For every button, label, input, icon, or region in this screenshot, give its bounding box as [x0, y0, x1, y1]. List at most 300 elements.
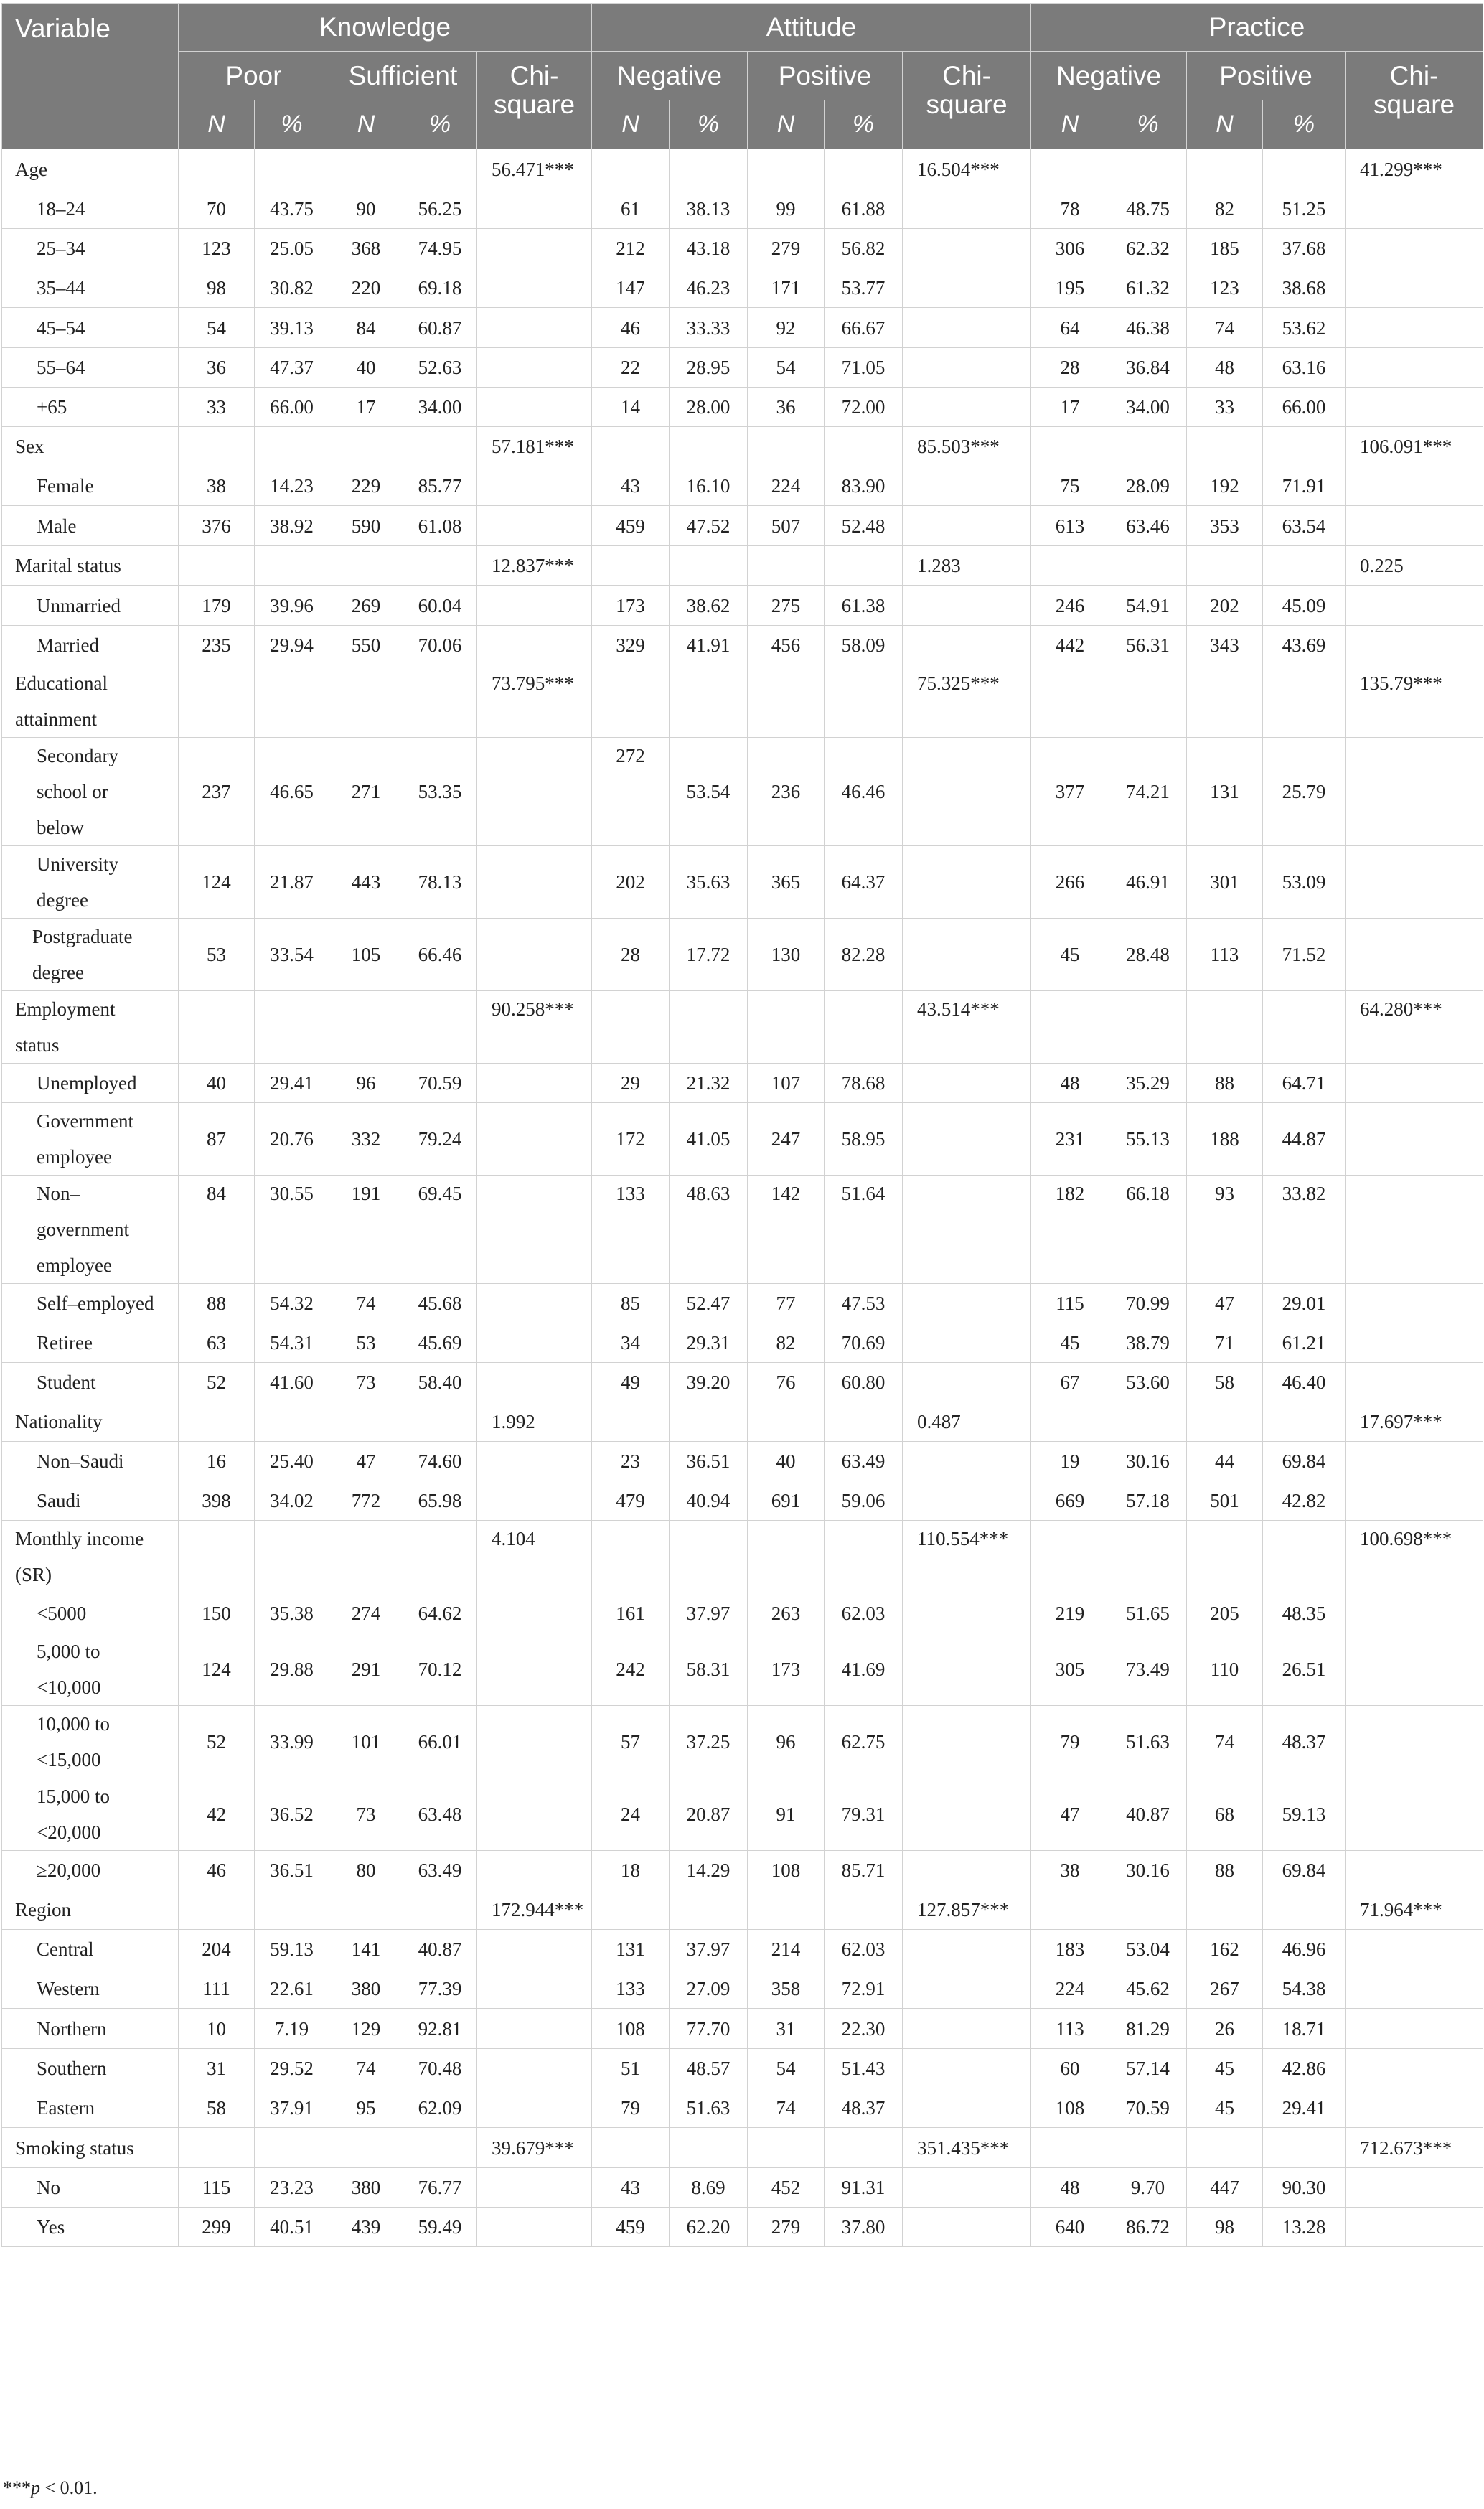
count-cell: 205 — [1187, 1593, 1263, 1633]
empty-cell — [1031, 149, 1109, 189]
percent-cell: 47.53 — [825, 1284, 903, 1323]
empty-cell — [1109, 665, 1187, 738]
count-cell: 54 — [748, 2049, 825, 2088]
count-cell: 353 — [1187, 506, 1263, 546]
count-cell: 247 — [748, 1103, 825, 1176]
empty-cell — [1346, 1778, 1483, 1851]
table-header — [2, 4, 1483, 149]
empty-cell — [748, 2128, 825, 2168]
empty-cell — [1346, 506, 1483, 546]
empty-cell — [1346, 1323, 1483, 1363]
chi-square-value: 135.79*** — [1346, 665, 1483, 738]
empty-cell — [477, 2208, 592, 2247]
empty-cell — [1263, 427, 1346, 466]
percent-cell: 61.08 — [403, 506, 477, 546]
count-cell: 85 — [592, 1284, 670, 1323]
percent-cell: 69.45 — [403, 1176, 477, 1284]
count-cell: 113 — [1187, 919, 1263, 991]
empty-cell — [403, 1521, 477, 1593]
count-cell: 22 — [592, 348, 670, 388]
empty-cell — [903, 1481, 1031, 1521]
empty-cell — [748, 991, 825, 1064]
percent-cell: 61.32 — [1109, 268, 1187, 308]
count-cell: 48 — [1031, 1064, 1109, 1103]
empty-cell — [903, 466, 1031, 506]
count-cell: 47 — [1187, 1284, 1263, 1323]
empty-cell — [1031, 2128, 1109, 2168]
count-cell: 49 — [592, 1363, 670, 1402]
percent-cell: 85.71 — [825, 1851, 903, 1890]
percent-cell: 66.01 — [403, 1706, 477, 1778]
count-cell: 98 — [179, 268, 255, 308]
table-row — [2, 466, 1483, 506]
count-cell: 691 — [748, 1481, 825, 1521]
percent-cell: 45.09 — [1263, 586, 1346, 626]
table-row — [2, 229, 1483, 268]
row-label: 55–64 — [2, 348, 179, 388]
percent-cell: 38.68 — [1263, 268, 1346, 308]
percent-cell: 53.62 — [1263, 308, 1346, 348]
percent-cell: 62.32 — [1109, 229, 1187, 268]
percent-cell: 23.23 — [255, 2168, 329, 2208]
count-cell: 204 — [179, 1930, 255, 1969]
count-cell: 74 — [329, 2049, 403, 2088]
empty-cell — [1346, 1633, 1483, 1706]
count-cell: 219 — [1031, 1593, 1109, 1633]
count-cell: 550 — [329, 626, 403, 665]
percent-cell: 21.32 — [670, 1064, 748, 1103]
count-cell: 507 — [748, 506, 825, 546]
count-cell: 501 — [1187, 1481, 1263, 1521]
empty-cell — [1187, 2128, 1263, 2168]
percent-cell: 48.63 — [670, 1176, 748, 1284]
count-cell: 73 — [329, 1363, 403, 1402]
count-cell: 90 — [329, 189, 403, 229]
percent-cell: 79.24 — [403, 1103, 477, 1176]
count-cell: 75 — [1031, 466, 1109, 506]
count-cell: 306 — [1031, 229, 1109, 268]
count-cell: 60 — [1031, 2049, 1109, 2088]
count-cell: 147 — [592, 268, 670, 308]
count-cell: 305 — [1031, 1633, 1109, 1706]
count-cell: 43 — [592, 2168, 670, 2208]
empty-cell — [1346, 626, 1483, 665]
chi-square-value: 39.679*** — [477, 2128, 592, 2168]
empty-cell — [903, 1593, 1031, 1633]
chi-square-value: 43.514*** — [903, 991, 1031, 1064]
count-cell: 220 — [329, 268, 403, 308]
table-row — [2, 2168, 1483, 2208]
empty-cell — [592, 2128, 670, 2168]
chi-square-value: 85.503*** — [903, 427, 1031, 466]
percent-cell: 25.79 — [1263, 738, 1346, 846]
count-cell: 53 — [179, 919, 255, 991]
count-cell: 79 — [592, 2088, 670, 2128]
percent-cell: 53.54 — [670, 738, 748, 846]
empty-cell — [1263, 1521, 1346, 1593]
empty-cell — [825, 546, 903, 586]
empty-cell — [825, 2128, 903, 2168]
percent-cell: 92.81 — [403, 2009, 477, 2049]
percent-cell: 39.13 — [255, 308, 329, 348]
empty-cell — [1263, 665, 1346, 738]
row-label: 10,000 to <15,000 — [2, 1706, 179, 1778]
percent-cell: 61.88 — [825, 189, 903, 229]
percent-cell: 83.90 — [825, 466, 903, 506]
count-cell: 380 — [329, 2168, 403, 2208]
percent-cell: 37.80 — [825, 2208, 903, 2247]
count-cell: 45 — [1031, 1323, 1109, 1363]
percent-cell: 59.06 — [825, 1481, 903, 1521]
percent-cell: 91.31 — [825, 2168, 903, 2208]
count-cell: 377 — [1031, 738, 1109, 846]
percent-cell: 63.49 — [825, 1442, 903, 1481]
empty-cell — [1346, 1064, 1483, 1103]
empty-cell — [1031, 991, 1109, 1064]
chi-square-value: 0.487 — [903, 1402, 1031, 1442]
count-cell: 61 — [592, 189, 670, 229]
empty-cell — [1346, 2168, 1483, 2208]
percent-cell: 33.82 — [1263, 1176, 1346, 1284]
empty-cell — [903, 2009, 1031, 2049]
count-cell: 191 — [329, 1176, 403, 1284]
count-cell: 36 — [748, 388, 825, 427]
percent-cell: 70.99 — [1109, 1284, 1187, 1323]
count-cell: 80 — [329, 1851, 403, 1890]
empty-cell — [403, 1402, 477, 1442]
empty-cell — [477, 1323, 592, 1363]
count-cell: 185 — [1187, 229, 1263, 268]
empty-cell — [477, 2049, 592, 2088]
chi-square-value: 1.992 — [477, 1402, 592, 1442]
count-cell: 235 — [179, 626, 255, 665]
count-cell: 291 — [329, 1633, 403, 1706]
count-cell: 26 — [1187, 2009, 1263, 2049]
percent-cell: 66.46 — [403, 919, 477, 991]
percent-cell: 55.13 — [1109, 1103, 1187, 1176]
percent-cell: 30.82 — [255, 268, 329, 308]
count-cell: 88 — [179, 1284, 255, 1323]
attitude-chi-header: Chi- square — [903, 52, 1031, 149]
empty-cell — [903, 1633, 1031, 1706]
count-cell: 91 — [748, 1778, 825, 1851]
empty-cell — [1346, 1103, 1483, 1176]
percent-cell: 51.25 — [1263, 189, 1346, 229]
empty-cell — [1346, 2049, 1483, 2088]
percent-cell: 44.87 — [1263, 1103, 1346, 1176]
percent-cell: 70.06 — [403, 626, 477, 665]
count-cell: 70 — [179, 189, 255, 229]
table-row — [2, 1851, 1483, 1890]
table-row — [2, 506, 1483, 546]
empty-cell — [1109, 427, 1187, 466]
practice-chi-header: Chi- square — [1346, 52, 1483, 149]
count-cell: 452 — [748, 2168, 825, 2208]
empty-cell — [1346, 1593, 1483, 1633]
count-cell: 51 — [592, 2049, 670, 2088]
percent-cell: 35.63 — [670, 846, 748, 919]
variable-header: Variable — [2, 4, 179, 149]
count-cell: 23 — [592, 1442, 670, 1481]
group-label: Employment status — [2, 991, 179, 1064]
empty-cell — [477, 1930, 592, 1969]
table-row — [2, 1176, 1483, 1284]
practice-negative-header: Negative — [1031, 52, 1187, 100]
percent-cell: 28.95 — [670, 348, 748, 388]
row-label: Non–Saudi — [2, 1442, 179, 1481]
empty-cell — [1031, 427, 1109, 466]
percent-cell: 51.63 — [1109, 1706, 1187, 1778]
empty-cell — [670, 665, 748, 738]
empty-cell — [255, 546, 329, 586]
count-cell: 669 — [1031, 1481, 1109, 1521]
percent-cell: 9.70 — [1109, 2168, 1187, 2208]
group-row — [2, 1890, 1483, 1930]
count-cell: 48 — [1031, 2168, 1109, 2208]
percent-cell: 46.96 — [1263, 1930, 1346, 1969]
empty-cell — [477, 2009, 592, 2049]
percent-cell: 63.48 — [403, 1778, 477, 1851]
count-cell: 133 — [592, 1969, 670, 2009]
count-cell: 108 — [592, 2009, 670, 2049]
percent-cell: 66.67 — [825, 308, 903, 348]
empty-cell — [825, 1402, 903, 1442]
empty-cell — [903, 229, 1031, 268]
empty-cell — [903, 586, 1031, 626]
empty-cell — [1263, 991, 1346, 1064]
count-cell: 87 — [179, 1103, 255, 1176]
count-cell: 29 — [592, 1064, 670, 1103]
pct-header: % — [670, 100, 748, 149]
percent-cell: 63.54 — [1263, 506, 1346, 546]
percent-cell: 37.68 — [1263, 229, 1346, 268]
attitude-positive-header: Positive — [748, 52, 903, 100]
pct-header: % — [1263, 100, 1346, 149]
group-row — [2, 991, 1483, 1064]
percent-cell: 42.86 — [1263, 2049, 1346, 2088]
count-cell: 79 — [1031, 1706, 1109, 1778]
percent-cell: 29.94 — [255, 626, 329, 665]
percent-cell: 51.65 — [1109, 1593, 1187, 1633]
percent-cell: 37.97 — [670, 1930, 748, 1969]
empty-cell — [670, 1521, 748, 1593]
group-row — [2, 665, 1483, 738]
row-label: Saudi — [2, 1481, 179, 1521]
empty-cell — [1346, 229, 1483, 268]
table-row — [2, 1481, 1483, 1521]
n-header: N — [179, 100, 255, 149]
empty-cell — [1263, 546, 1346, 586]
empty-cell — [1346, 1481, 1483, 1521]
empty-cell — [179, 1890, 255, 1930]
percent-cell: 77.70 — [670, 2009, 748, 2049]
percent-cell: 30.16 — [1109, 1851, 1187, 1890]
count-cell: 195 — [1031, 268, 1109, 308]
percent-cell: 33.99 — [255, 1706, 329, 1778]
count-cell: 105 — [329, 919, 403, 991]
empty-cell — [329, 665, 403, 738]
count-cell: 77 — [748, 1284, 825, 1323]
count-cell: 84 — [329, 308, 403, 348]
count-cell: 82 — [1187, 189, 1263, 229]
empty-cell — [903, 2049, 1031, 2088]
empty-cell — [477, 919, 592, 991]
empty-cell — [255, 2128, 329, 2168]
empty-cell — [903, 1778, 1031, 1851]
percent-cell: 63.49 — [403, 1851, 477, 1890]
empty-cell — [477, 738, 592, 846]
percent-cell: 14.23 — [255, 466, 329, 506]
count-cell: 17 — [329, 388, 403, 427]
group-label: Region — [2, 1890, 179, 1930]
count-cell: 271 — [329, 738, 403, 846]
empty-cell — [477, 229, 592, 268]
chi-square-value: 351.435*** — [903, 2128, 1031, 2168]
percent-cell: 30.55 — [255, 1176, 329, 1284]
percent-cell: 72.91 — [825, 1969, 903, 2009]
group-label: Educational attainment — [2, 665, 179, 738]
empty-cell — [1109, 149, 1187, 189]
table-row — [2, 846, 1483, 919]
chi-square-value: 64.280*** — [1346, 991, 1483, 1064]
empty-cell — [477, 1103, 592, 1176]
empty-cell — [592, 1402, 670, 1442]
table-row — [2, 2009, 1483, 2049]
row-label: Southern — [2, 2049, 179, 2088]
table-row — [2, 2208, 1483, 2247]
group-label: Nationality — [2, 1402, 179, 1442]
percent-cell: 37.91 — [255, 2088, 329, 2128]
count-cell: 74 — [1187, 308, 1263, 348]
empty-cell — [1346, 308, 1483, 348]
percent-cell: 38.92 — [255, 506, 329, 546]
empty-cell — [477, 1363, 592, 1402]
count-cell: 46 — [592, 308, 670, 348]
empty-cell — [1346, 466, 1483, 506]
percent-cell: 77.39 — [403, 1969, 477, 2009]
empty-cell — [255, 665, 329, 738]
empty-cell — [1187, 991, 1263, 1064]
empty-cell — [748, 427, 825, 466]
empty-cell — [825, 427, 903, 466]
empty-cell — [592, 546, 670, 586]
percent-cell: 40.51 — [255, 2208, 329, 2247]
pct-header: % — [255, 100, 329, 149]
empty-cell — [1346, 1969, 1483, 2009]
percent-cell: 28.00 — [670, 388, 748, 427]
percent-cell: 61.38 — [825, 586, 903, 626]
row-label: Western — [2, 1969, 179, 2009]
table-row — [2, 1442, 1483, 1481]
empty-cell — [255, 1402, 329, 1442]
chi-square-value: 57.181*** — [477, 427, 592, 466]
count-cell: 640 — [1031, 2208, 1109, 2247]
empty-cell — [1346, 919, 1483, 991]
percent-cell: 59.13 — [255, 1930, 329, 1969]
empty-cell — [1031, 1521, 1109, 1593]
row-label: ≥20,000 — [2, 1851, 179, 1890]
empty-cell — [903, 388, 1031, 427]
empty-cell — [1346, 1851, 1483, 1890]
count-cell: 329 — [592, 626, 670, 665]
row-label: Government employee — [2, 1103, 179, 1176]
percent-cell: 29.52 — [255, 2049, 329, 2088]
empty-cell — [903, 919, 1031, 991]
count-cell: 141 — [329, 1930, 403, 1969]
empty-cell — [179, 991, 255, 1064]
empty-cell — [477, 1778, 592, 1851]
count-cell: 52 — [179, 1363, 255, 1402]
percent-cell: 62.03 — [825, 1930, 903, 1969]
empty-cell — [903, 2088, 1031, 2128]
chi-square-value: 172.944*** — [477, 1890, 592, 1930]
count-cell: 368 — [329, 229, 403, 268]
kap-table — [1, 3, 1483, 2247]
percent-cell: 28.09 — [1109, 466, 1187, 506]
count-cell: 45 — [1187, 2049, 1263, 2088]
table-row — [2, 1103, 1483, 1176]
empty-cell — [1187, 546, 1263, 586]
empty-cell — [825, 1890, 903, 1930]
empty-cell — [1187, 1402, 1263, 1442]
empty-cell — [477, 846, 592, 919]
percent-cell: 46.91 — [1109, 846, 1187, 919]
chi-square-value: 127.857*** — [903, 1890, 1031, 1930]
empty-cell — [825, 665, 903, 738]
count-cell: 78 — [1031, 189, 1109, 229]
empty-cell — [403, 1890, 477, 1930]
empty-cell — [477, 1481, 592, 1521]
row-label: Retiree — [2, 1323, 179, 1363]
empty-cell — [1187, 1521, 1263, 1593]
empty-cell — [403, 991, 477, 1064]
percent-cell: 58.09 — [825, 626, 903, 665]
count-cell: 96 — [329, 1064, 403, 1103]
percent-cell: 33.33 — [670, 308, 748, 348]
empty-cell — [903, 2208, 1031, 2247]
count-cell: 107 — [748, 1064, 825, 1103]
empty-cell — [1346, 1442, 1483, 1481]
percent-cell: 47.52 — [670, 506, 748, 546]
percent-cell: 52.63 — [403, 348, 477, 388]
count-cell: 133 — [592, 1176, 670, 1284]
count-cell: 479 — [592, 1481, 670, 1521]
count-cell: 10 — [179, 2009, 255, 2049]
empty-cell — [1346, 189, 1483, 229]
percent-cell: 56.31 — [1109, 626, 1187, 665]
count-cell: 31 — [748, 2009, 825, 2049]
count-cell: 124 — [179, 846, 255, 919]
table-row — [2, 2088, 1483, 2128]
empty-cell — [179, 1402, 255, 1442]
n-header: N — [1031, 100, 1109, 149]
percent-cell: 41.69 — [825, 1633, 903, 1706]
count-cell: 36 — [179, 348, 255, 388]
percent-cell: 30.16 — [1109, 1442, 1187, 1481]
chi-square-value: 41.299*** — [1346, 149, 1483, 189]
percent-cell: 45.62 — [1109, 1969, 1187, 2009]
chi-square-value: 1.283 — [903, 546, 1031, 586]
percent-cell: 54.32 — [255, 1284, 329, 1323]
count-cell: 772 — [329, 1481, 403, 1521]
percent-cell: 37.97 — [670, 1593, 748, 1633]
empty-cell — [329, 546, 403, 586]
percent-cell: 29.31 — [670, 1323, 748, 1363]
percent-cell: 38.13 — [670, 189, 748, 229]
count-cell: 130 — [748, 919, 825, 991]
count-cell: 358 — [748, 1969, 825, 2009]
table-row — [2, 1633, 1483, 1706]
